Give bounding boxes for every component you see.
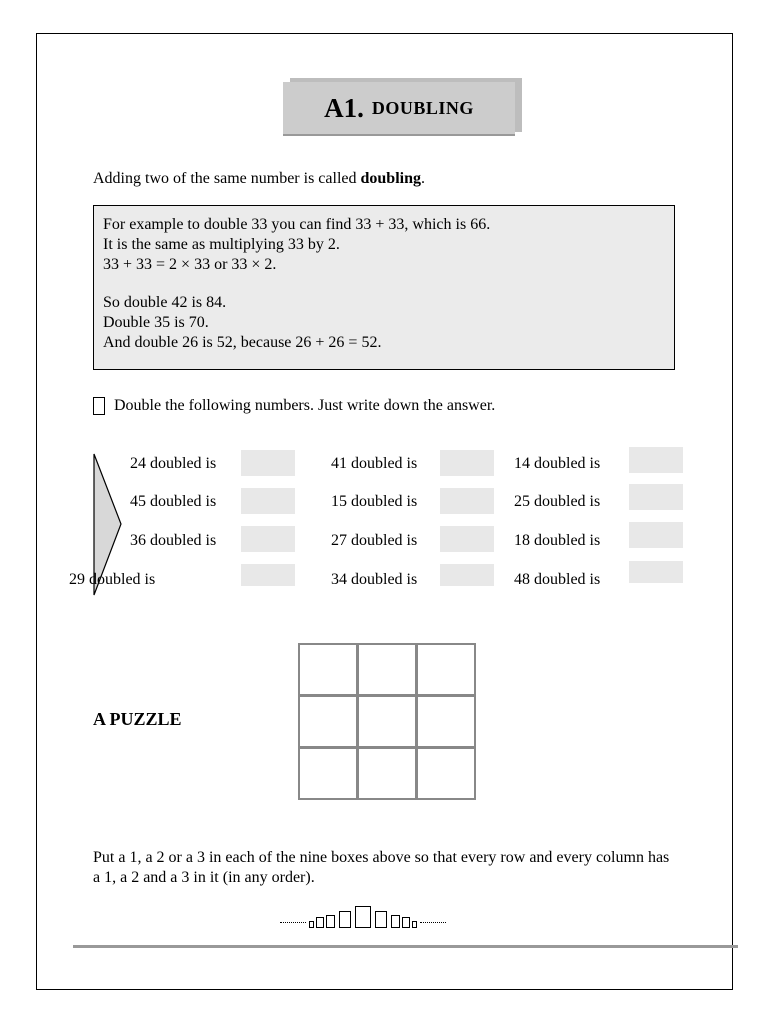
example-line: So double 42 is 84. — [103, 294, 227, 311]
answer-box[interactable] — [241, 488, 295, 514]
example-line: 33 + 33 = 2 × 33 or 33 × 2. — [103, 256, 277, 273]
exercise-prompt: 45 doubled is — [130, 493, 217, 510]
bottom-rule — [73, 945, 738, 948]
exercise-prompt: 25 doubled is — [514, 493, 601, 510]
footer-ornament-icon — [278, 906, 448, 928]
exercise-prompt: 36 doubled is — [130, 532, 217, 549]
exercise-prompt: 27 doubled is — [331, 532, 418, 549]
exercise-prompt: 41 doubled is — [331, 455, 418, 472]
instruction-text: Double the following numbers. Just write down the answer. — [114, 397, 496, 414]
answer-box[interactable] — [440, 526, 494, 552]
exercise-prompt: 24 doubled is — [130, 455, 217, 472]
title-code: A1 — [324, 92, 358, 123]
puzzle-title: A PUZZLE — [93, 709, 182, 729]
answer-box[interactable] — [629, 561, 683, 583]
puzzle-cell[interactable] — [418, 749, 474, 798]
instruction — [93, 397, 495, 415]
exercise-prompt: 34 doubled is — [331, 571, 418, 588]
answer-box[interactable] — [440, 450, 494, 476]
puzzle-cell[interactable] — [300, 645, 356, 694]
puzzle-cell[interactable] — [418, 697, 474, 746]
puzzle-cell[interactable] — [359, 749, 415, 798]
exercise-prompt: 14 doubled is — [514, 455, 601, 472]
answer-box[interactable] — [629, 522, 683, 548]
intro-prefix: Adding two of the same number is called — [93, 170, 361, 187]
answer-box[interactable] — [440, 564, 494, 586]
puzzle-grid — [298, 643, 476, 800]
exercise-prompt: 18 doubled is — [514, 532, 601, 549]
title-banner — [283, 82, 515, 136]
puzzle-cell[interactable] — [418, 645, 474, 694]
title-name: DOUBLING — [371, 97, 474, 118]
exercise-prompt: 29 doubled is — [69, 571, 156, 588]
puzzle-text: Put a 1, a 2 or a 3 in each of the nine boxes above so that every row and every column has a 1, a 2 and a 3 in it (in any order). — [93, 849, 670, 886]
answer-box[interactable] — [241, 564, 295, 586]
example-line: For example to double 33 you can find 33 + 33, which is 66. — [103, 216, 491, 233]
intro-bold: doubling — [360, 170, 421, 187]
box-icon — [93, 397, 105, 415]
example-line: And double 26 is 52, because 26 + 26 = 52. — [103, 334, 382, 351]
answer-box[interactable] — [440, 488, 494, 514]
example-line: It is the same as multiplying 33 by 2. — [103, 236, 340, 253]
title-text — [283, 82, 515, 134]
answer-box[interactable] — [241, 526, 295, 552]
answer-box[interactable] — [629, 484, 683, 510]
puzzle-cell[interactable] — [359, 697, 415, 746]
puzzle-cell[interactable] — [300, 749, 356, 798]
puzzle-cell[interactable] — [300, 697, 356, 746]
example-box — [93, 205, 675, 370]
answer-box[interactable] — [241, 450, 295, 476]
exercise-prompt: 15 doubled is — [331, 493, 418, 510]
title-dot: . — [357, 92, 364, 123]
puzzle-cell[interactable] — [359, 645, 415, 694]
answer-box[interactable] — [629, 447, 683, 473]
exercise-prompt: 48 doubled is — [514, 571, 601, 588]
intro-suffix: . — [420, 170, 425, 187]
example-line: Double 35 is 70. — [103, 314, 209, 331]
intro-text — [93, 170, 425, 188]
